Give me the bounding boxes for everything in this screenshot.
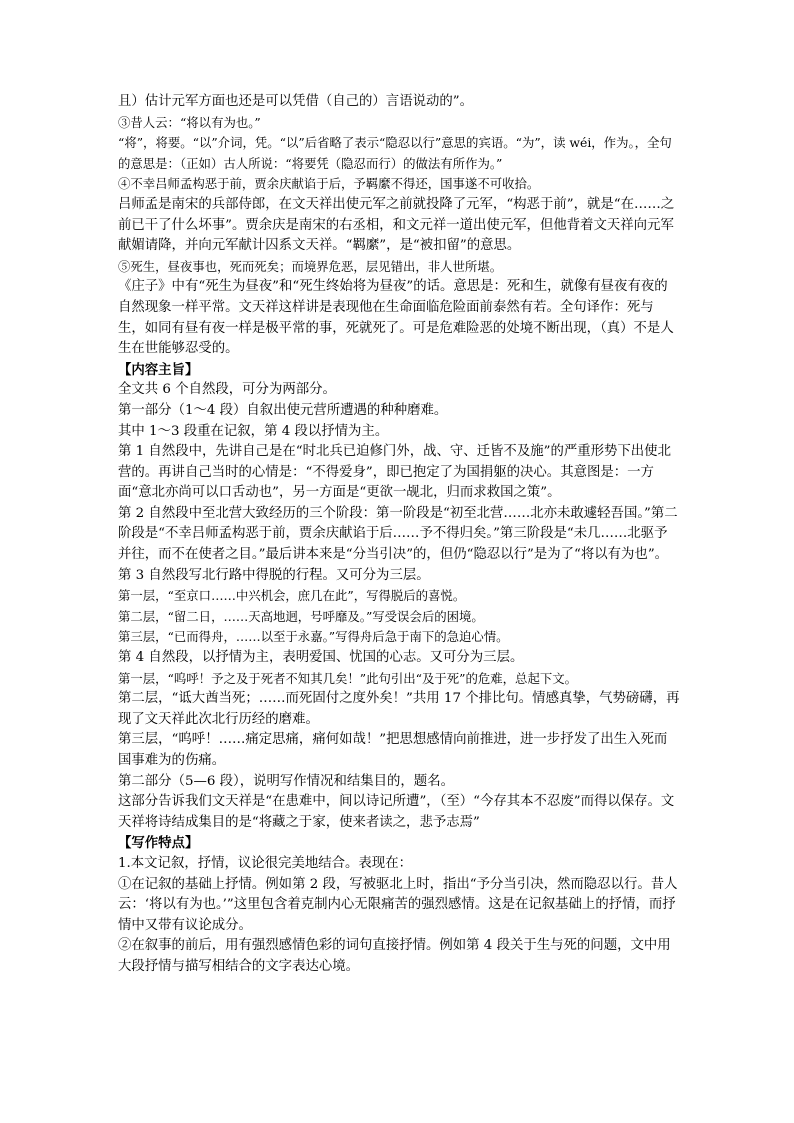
section-heading: 【内容主旨】 [118, 361, 199, 378]
paragraph: ④不幸吕师孟构恶于前，贾余庆献谄于后，予羁縻不得还，国事遂不可收拾。 [118, 176, 540, 192]
paragraph: ①在记叙的基础上抒情。例如第 2 段，写被驱北上时，指出“予分当引决，然而隐忍以行。昔人云：‘将以有为也。’”这里包含着克制内心无限痛苦的强烈感情。这是在记叙基础上的抒情，而抒情中又带有议论成分。 [118, 876, 678, 933]
paragraph: 第 3 自然段写北行路中得脱的行程。又可分为三层。 [118, 567, 430, 583]
paragraph: 这部分告诉我们文天祥是“在患难中，间以诗记所遭”，（至）“今存其本不忍废”而得以保存。文天祥将诗结成集目的是“将藏之于家，使来者读之，悲予志焉” [118, 794, 675, 830]
paragraph: 全文共 6 个自然段，可分为两部分。 [118, 382, 336, 398]
paragraph: ②在叙事的前后，用有强烈感情色彩的词句直接抒情。例如第 4 段关于生与死的问题，文中用大段抒情与描写相结合的文字表达心境。 [118, 938, 671, 974]
paragraph: 1.本文记叙，抒情，议论很完美地结合。表现在： [118, 855, 412, 871]
paragraph: 《庄子》中有“死生为昼夜”和“死生终始将为昼夜”的话。意思是：死和生，就像有昼夜有夜的自然现象一样平常。文天祥这样讲是表现他在生命面临危险面前泰然有若。全句译作：死与生，如同有昼有夜一样是极平常的事，死就死了。可是危难险恶的处境不断出现，（真）不是人生在世能够忍受的。 [118, 279, 674, 357]
paragraph: 第三层，“已而得舟，……以至于永嘉。”写得舟后急于南下的急迫心情。 [118, 629, 509, 645]
paragraph: 第二部分（5—6 段），说明写作情况和结集目的，题名。 [118, 773, 454, 789]
document-page [118, 92, 680, 978]
section-heading: 【写作特点】 [118, 835, 199, 852]
paragraph: 且）估计元军方面也还是可以凭借（自己的）言语说动的”。 [118, 94, 473, 109]
paragraph: 第 4 自然段，以抒情为主，表明爱国、忧国的心志。又可分为三层。 [118, 650, 524, 666]
paragraph: 其中 1～3 段重在记叙，第 4 段以抒情为主。 [118, 423, 389, 439]
paragraph: 第 1 自然段中，先讲自己是在“时北兵已迫修门外，战、守、迁皆不及施”的严重形势下出使北营的。再讲自己当时的心情是：“不得爱身”，即已抱定了为国捐躯的决心。其意图是：一方面“意北亦尚可以口舌动也”，另一方面是“更欲一觇北，归而求救国之策”。 [118, 444, 671, 501]
paragraph: 第一部分（1～4 段）自叙出使元营所遭遇的种种磨难。 [118, 402, 448, 418]
paragraph: 第二层，“留二日，……天高地迥，号呼靡及。”写受误会后的困境。 [118, 608, 484, 624]
paragraph: 第三层，“呜呼！……痛定思痛，痛何如哉！”把思想感情向前推进，进一步抒发了出生入死而国事难为的伤痛。 [118, 732, 668, 768]
paragraph: ⑤死生，昼夜事也，死而死矣；而境界危恶，层见错出，非人世所堪。 [118, 258, 503, 274]
paragraph: 第二层，“诋大酋当死；……而死固付之度外矣！”共用 17 个排比句。情感真挚，气势磅礴，再现了文天祥此次北行历经的磨难。 [118, 691, 680, 727]
paragraph: ③昔人云：“将以有为也。” [118, 114, 261, 130]
paragraph: 第一层，“呜呼！予之及于死者不知其几矣！”此句引出“及于死”的危难，总起下文。 [118, 670, 578, 686]
paragraph: “将”，将要。“以”介词，凭。“以”后省略了表示“隐忍以行”意思的宾语。“为”，读 wéi，作为。，全句的意思是：（正如）古人所说：“将要凭（隐忍而行）的做法有所作为。” [118, 135, 672, 171]
paragraph: 吕师孟是南宋的兵部侍郎，在文天祥出使元军之前就投降了元军，“构恶于前”，就是“在……之前已干了什么坏事”。贾余庆是南宋的右丞相，和文元祥一道出使元军，但他背着文天祥向元军献媚请降，并向元军献计囚系文天祥。“羁縻”，是“被扣留”的意思。 [118, 196, 675, 254]
paragraph: 第 2 自然段中至北营大致经历的三个阶段：第一阶段是“初至北营……北亦未敢遽轻吾国。”第二阶段是“不幸吕师孟构恶于前，贾余庆献谄于后……予不得归矣。”第三阶段是“未几……北驱予并往，而不在使者之目。”最后讲本来是“分当引决”的，但仍“隐忍以行”是为了“将以有为也”。 [118, 505, 678, 563]
paragraph: 第一层，“至京口……中兴机会，庶几在此”，写得脱后的喜悦。 [118, 588, 466, 604]
